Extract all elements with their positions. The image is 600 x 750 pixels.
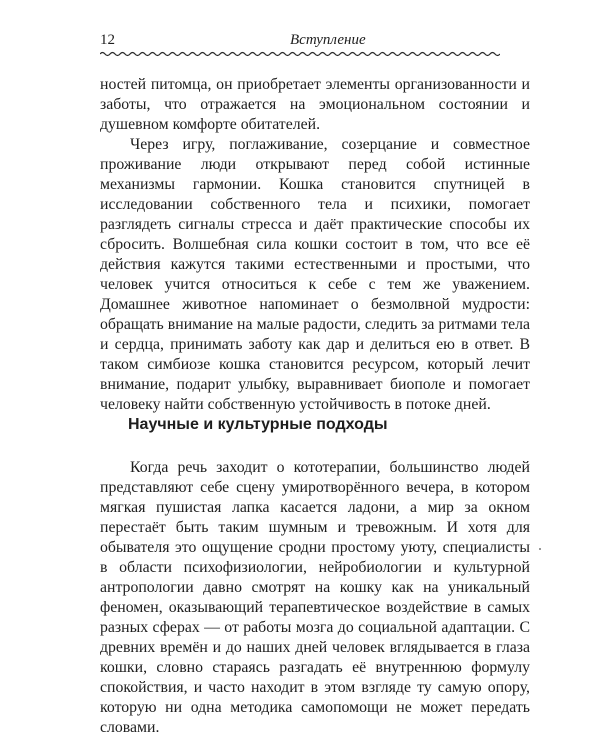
page-header	[100, 30, 500, 58]
wavy-rule	[100, 50, 500, 58]
print-speck	[539, 548, 541, 550]
section-heading: Научные и культурные подходы	[128, 416, 388, 433]
paragraph: Через игру, поглаживание, созерцание и совместное проживание люди открывают перед собой истинные механизмы гармонии. Кошка становится спутницей в исследовании собственного тела и психики, помогает разглядеть сигналы стресса и даёт практические способы их сбросить. Волшебная сила кошки состоит в том, что все её действия кажутся такими естественными и простыми, что человек учится относиться к себе с тем же уважением. Домашнее животное напоминает о безмолвной мудрости: обращать внимание на малые радости, следить за ритмами тела и сердца, принимать заботу как дар и делиться ею в ответ. В таком симбиозе кошка становится ресурсом, который лечит внимание, подарит улыбку, выравнивает биополе и помогает человеку найти собственную устойчивость в потоке дней.	[100, 136, 530, 413]
page-number: 12	[100, 32, 115, 48]
paragraph-continuation: ностей питомца, он приобретает элементы организованности и заботы, что отражается на эмоциональном состоянии и душевном комфорте обитателей.	[100, 76, 530, 133]
running-title: Вступление	[290, 32, 366, 48]
paragraph: Когда речь заходит о кототерапии, большинство людей представляют себе сцену умиротворённого вечера, в котором мягкая пушистая лапка касается ладони, а мир за окном перестаёт быть таким шумным и тревожным. И хотя для обывателя это ощущение сродни простому уюту, специалисты в области психофизиологии, нейробиологии и культурной антропологии давно смотрят на кошку как на уникальный феномен, оказывающий терапевтическое воздействие в самых разных сферах — от работы мозга до социальной адаптации. С древних времён и до наших дней человек вглядывается в глаза кошки, словно стараясь разгадать её внутреннюю формулу спокойствия, и часто находит в этом взгляде ту самую опору, которую ни одна методика самопомощи не может передать словами.	[100, 459, 530, 736]
intro-text	[100, 75, 530, 415]
section-text	[100, 458, 530, 738]
